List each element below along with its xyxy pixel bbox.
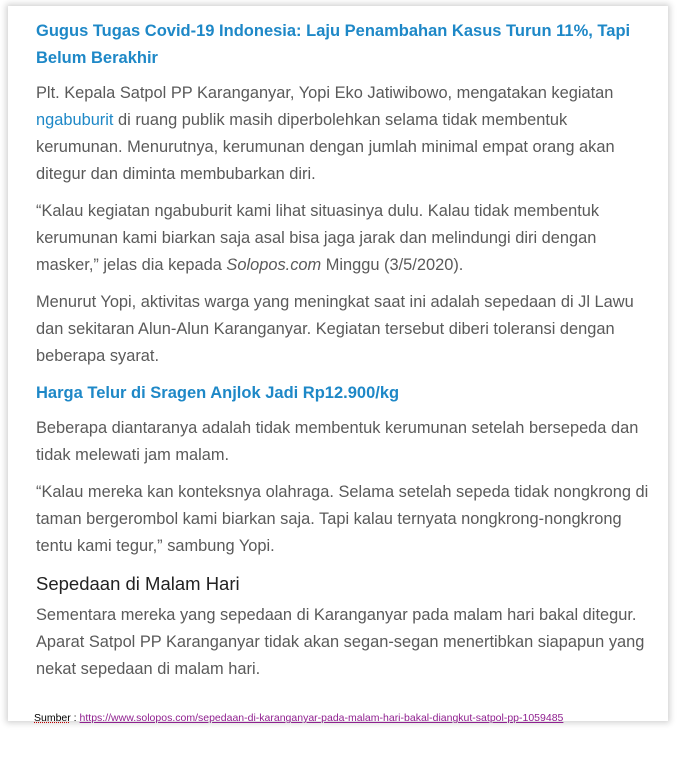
source-label: Sumber (34, 712, 71, 724)
article-content (36, 18, 651, 693)
paragraph-1 (36, 80, 651, 188)
article-card (8, 6, 668, 721)
ngabuburit-link[interactable]: ngabuburit (36, 111, 114, 129)
source-separator: : (70, 712, 80, 724)
paragraph-4: Beberapa diantaranya adalah tidak membentuk kerumunan setelah bersepeda dan tidak melewati jam malam. (36, 419, 639, 464)
solopos-name: Solopos.com (226, 256, 322, 274)
paragraph-2-text-b: Minggu (3/5/2020). (321, 256, 464, 274)
paragraph-1-text-a: Plt. Kepala Satpol PP Karanganyar, Yopi Eko Jatiwibowo, mengatakan kegiatan (36, 84, 614, 102)
paragraph-2-text-a: “Kalau kegiatan ngabuburit kami lihat situasinya dulu. Kalau tidak membentuk kerumunan kami biarkan saja asal bisa jaga jarak dan melindungi diri dengan masker,” jelas dia kepada (36, 202, 600, 274)
paragraph-6: Sementara mereka yang sepedaan di Karanganyar pada malam hari bakal ditegur. Aparat Satpol PP Karanganyar tidak akan segan-segan menertibkan siapapun yang nekat sepedaan di malam hari. (36, 606, 645, 678)
related-article-link-telur[interactable]: Harga Telur di Sragen Anjlok Jadi Rp12.900/kg (36, 384, 400, 402)
paragraph-5: “Kalau mereka kan konteksnya olahraga. Selama setelah sepeda tidak nongkrong di taman bergerombol kami biarkan saja. Tapi kalau ternyata nongkrong-nongkrong tentu kami tegur,” sambung Yopi. (36, 483, 649, 555)
paragraph-3: Menurut Yopi, aktivitas warga yang meningkat saat ini adalah sepedaan di Jl Lawu dan sekitaran Alun-Alun Karanganyar. Kegiatan tersebut diberi toleransi dengan beberapa syarat. (36, 293, 634, 365)
source-url-link[interactable]: https://www.solopos.com/sepedaan-di-karanganyar-pada-malam-hari-bakal-diangkut-satpol-pp-1059485 (79, 712, 564, 724)
paragraph-1-text-b: di ruang publik masih diperbolehkan selama tidak membentuk kerumunan. Menurutnya, kerumunan dengan jumlah minimal empat orang akan ditegur dan diminta membubarkan diri. (36, 111, 615, 183)
section-heading: Sepedaan di Malam Hari (36, 573, 240, 594)
source-line (34, 712, 563, 724)
paragraph-2 (36, 198, 651, 279)
related-article-link-covid[interactable]: Gugus Tugas Covid-19 Indonesia: Laju Penambahan Kasus Turun 11%, Tapi Belum Berakhir (36, 22, 631, 67)
